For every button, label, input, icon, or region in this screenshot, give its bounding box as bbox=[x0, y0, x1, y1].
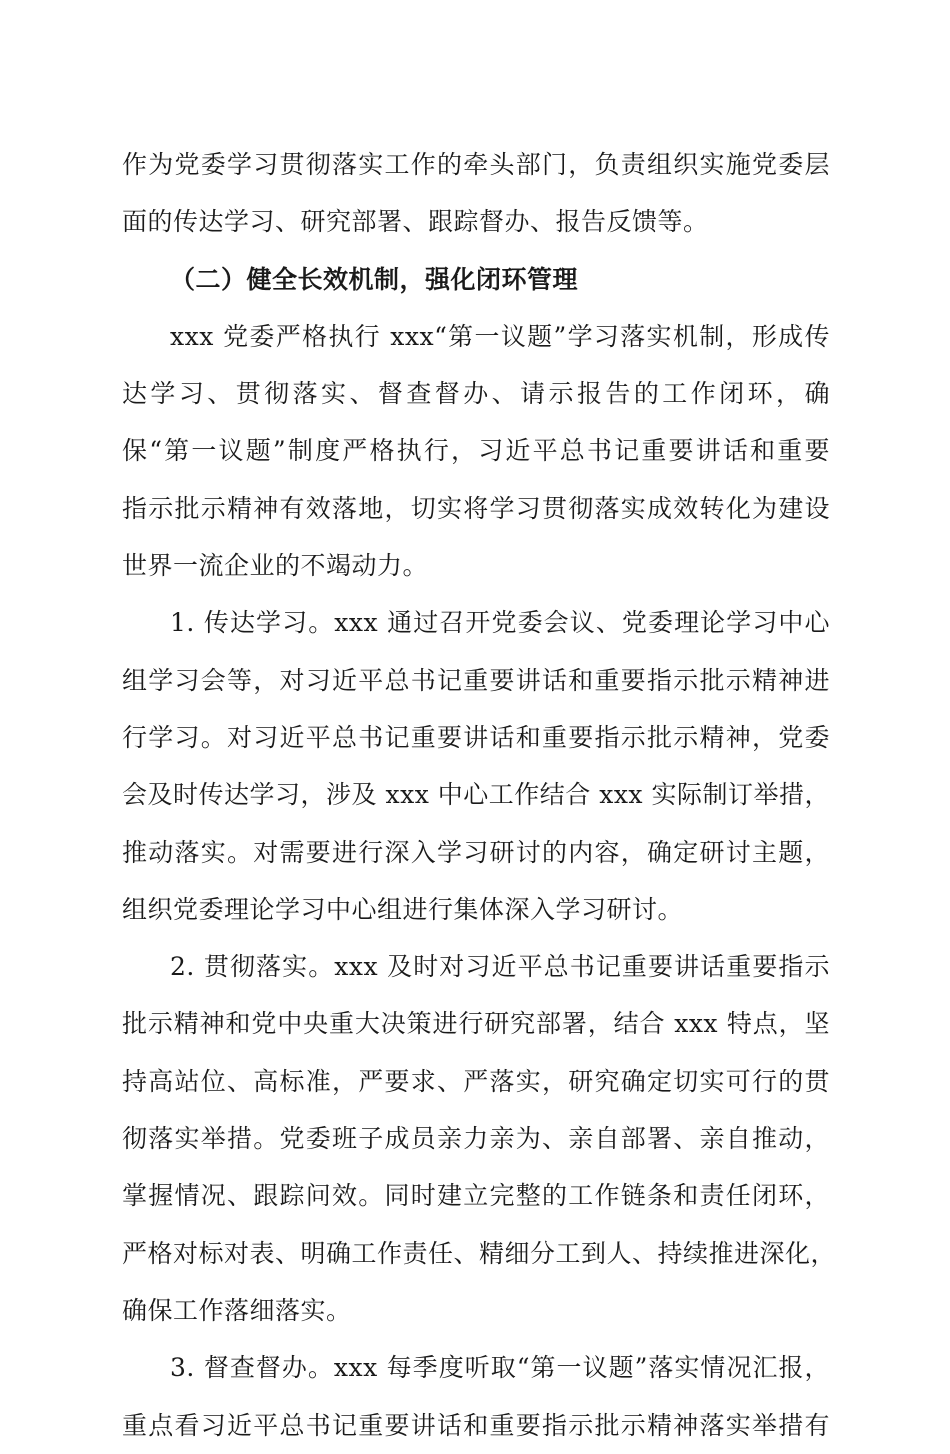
paragraph bbox=[122, 938, 837, 1339]
text-line: 重点看习近平总书记重要讲话和重要指示批示精神落实举措有 bbox=[122, 1410, 830, 1440]
text-line: 组织党委理论学习中心组进行集体深入学习研讨。 bbox=[122, 894, 684, 924]
text-line: 达学习、贯彻落实、督查督办、请示报告的工作闭环，确 bbox=[122, 379, 830, 409]
text-line: 1. 传达学习。xxx 通过召开党委会议、党委理论学习中心 bbox=[170, 608, 830, 638]
text-line: xxx 党委严格执行 xxx“第一议题”学习落实机制，形成传 bbox=[170, 321, 830, 351]
text-line: 组学习会等，对习近平总书记重要讲话和重要指示批示精神进 bbox=[122, 665, 830, 695]
text-line: 批示精神和党中央重大决策进行研究部署，结合 xxx 特点，坚 bbox=[122, 1009, 830, 1039]
text-line: 作为党委学习贯彻落实工作的牵头部门，负责组织实施党委层 bbox=[122, 150, 830, 179]
heading-line: （二）健全长效机制，强化闭环管理 bbox=[170, 264, 579, 294]
paragraph bbox=[122, 594, 830, 938]
document-page bbox=[122, 136, 837, 1454]
text-line: 行学习。对习近平总书记重要讲话和重要指示批示精神，党委 bbox=[122, 722, 830, 752]
text-line: 掌握情况、跟踪问效。同时建立完整的工作链条和责任闭环， bbox=[122, 1181, 830, 1211]
text-line: 2. 贯彻落实。xxx 及时对习近平总书记重要讲话重要指示 bbox=[170, 952, 830, 982]
text-line: 指示批示精神有效落地，切实将学习贯彻落实成效转化为建设 bbox=[122, 493, 830, 523]
section-heading bbox=[122, 251, 830, 308]
text-line: 3. 督查督办。xxx 每季度听取“第一议题”落实情况汇报， bbox=[170, 1353, 830, 1383]
text-line: 会及时传达学习，涉及 xxx 中心工作结合 xxx 实际制订举措， bbox=[122, 780, 830, 810]
text-line: 世界一流企业的不竭动力。 bbox=[122, 551, 429, 581]
text-line: 持高站位、高标准，严要求、严落实，研究确定切实可行的贯 bbox=[122, 1066, 830, 1096]
text-line: 彻落实举措。党委班子成员亲力亲为、亲自部署、亲自推动， bbox=[122, 1124, 830, 1154]
text-line: 面的传达学习、研究部署、跟踪督办、报告反馈等。 bbox=[122, 207, 709, 237]
text-line: 严格对标对表、明确工作责任、精细分工到人、持续推进深化， bbox=[122, 1238, 837, 1268]
paragraph bbox=[122, 308, 830, 594]
paragraph bbox=[122, 136, 830, 251]
paragraph bbox=[122, 1339, 830, 1454]
text-line: 保“第一议题”制度严格执行，习近平总书记重要讲话和重要 bbox=[122, 436, 830, 466]
text-line: 确保工作落细落实。 bbox=[122, 1295, 352, 1325]
text-line: 推动落实。对需要进行深入学习研讨的内容，确定研讨主题， bbox=[122, 837, 830, 867]
